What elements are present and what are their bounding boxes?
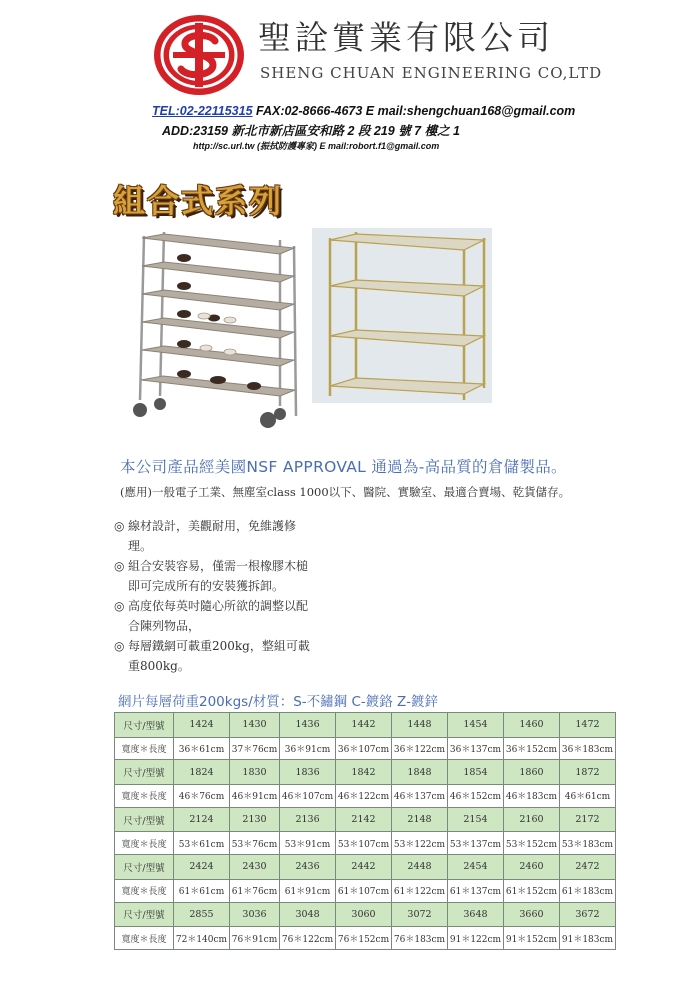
row-label-dimension: 寬度＊長度	[115, 832, 174, 855]
dimension-cell: 53＊183cm	[559, 832, 615, 855]
model-cell: 2430	[229, 855, 279, 880]
dimension-cell: 36＊137cm	[448, 737, 504, 760]
dimension-cell: 61＊107cm	[336, 879, 392, 902]
table-row-models	[115, 855, 616, 880]
model-cell: 1836	[280, 760, 336, 785]
table-row-dimensions	[115, 879, 616, 902]
model-cell: 2124	[174, 807, 230, 832]
model-cell: 1872	[559, 760, 615, 785]
contact-line-address: ADD:23159 新北市新店區安和路 2 段 219 號 7 樓之 1	[162, 124, 460, 138]
table-row-models	[115, 807, 616, 832]
model-cell: 3672	[559, 902, 615, 927]
feature-item: ◎ 線材設計，美觀耐用，免維護修理。	[114, 516, 314, 556]
spec-table	[114, 712, 616, 950]
model-cell: 2142	[336, 807, 392, 832]
phone-link[interactable]: TEL:02-22115315	[152, 104, 253, 118]
feature-item: ◎ 高度依每英吋隨心所欲的調整以配合陳列物品，	[114, 596, 314, 636]
model-cell: 1424	[174, 713, 230, 738]
dimension-cell: 46＊152cm	[448, 784, 504, 807]
row-label-dimension: 寬度＊長度	[115, 784, 174, 807]
model-cell: 1472	[559, 713, 615, 738]
model-cell: 2460	[503, 855, 559, 880]
dimension-cell: 61＊137cm	[448, 879, 504, 902]
dimension-cell: 46＊122cm	[336, 784, 392, 807]
feature-item: ◎ 組合安裝容易，僅需一根橡膠木槌即可完成所有的安裝獲拆卸。	[114, 556, 314, 596]
dimension-cell: 61＊91cm	[280, 879, 336, 902]
dimension-cell: 76＊152cm	[336, 927, 392, 950]
dimension-cell: 91＊183cm	[559, 927, 615, 950]
model-cell: 2436	[280, 855, 336, 880]
dimension-cell: 53＊61cm	[174, 832, 230, 855]
model-cell: 2855	[174, 902, 230, 927]
dimension-cell: 91＊152cm	[503, 927, 559, 950]
dimension-cell: 76＊183cm	[392, 927, 448, 950]
dimension-cell: 46＊183cm	[503, 784, 559, 807]
model-cell: 3048	[280, 902, 336, 927]
row-label-model: 尺寸/型號	[115, 902, 174, 927]
shelving-unit-photo	[312, 228, 492, 403]
company-name-english: SHENG CHUAN ENGINEERING CO,LTD	[260, 64, 603, 82]
dimension-cell: 53＊137cm	[448, 832, 504, 855]
row-label-model: 尺寸/型號	[115, 760, 174, 785]
model-cell: 1830	[229, 760, 279, 785]
contact-line-phone	[152, 104, 575, 118]
dimension-cell: 36＊122cm	[392, 737, 448, 760]
row-label-dimension: 寬度＊長度	[115, 737, 174, 760]
contact-line-website: http://sc.url.tw (振拭防護專家) E mail:robort.f1@gmail.com	[193, 141, 440, 151]
dimension-cell: 61＊152cm	[503, 879, 559, 902]
model-cell: 1442	[336, 713, 392, 738]
table-title: 網片每層荷重200kgs/材質：S-不鏽鋼 C-鍍鉻 Z-鍍鋅	[118, 694, 438, 710]
model-cell: 1430	[229, 713, 279, 738]
dimension-cell: 53＊107cm	[336, 832, 392, 855]
table-row-models	[115, 902, 616, 927]
dimension-cell: 61＊61cm	[174, 879, 230, 902]
dimension-cell: 37＊76cm	[229, 737, 279, 760]
table-row-dimensions	[115, 832, 616, 855]
model-cell: 1824	[174, 760, 230, 785]
feature-list	[114, 516, 314, 676]
table-row-models	[115, 713, 616, 738]
dimension-cell: 36＊152cm	[503, 737, 559, 760]
dimension-cell: 61＊76cm	[229, 879, 279, 902]
usage-text: (應用)一般電子工業、無塵室class 1000以下、醫院、實驗室、最適合賣場、乾貨儲存。	[120, 485, 571, 499]
model-cell: 2136	[280, 807, 336, 832]
model-cell: 1842	[336, 760, 392, 785]
dimension-cell: 46＊91cm	[229, 784, 279, 807]
model-cell: 1454	[448, 713, 504, 738]
model-cell: 3660	[503, 902, 559, 927]
fax-email-text: FAX:02-8666-4673 E mail:shengchuan168@gmail.com	[252, 104, 576, 118]
dimension-cell: 53＊152cm	[503, 832, 559, 855]
model-cell: 3060	[336, 902, 392, 927]
model-cell: 1854	[448, 760, 504, 785]
row-label-model: 尺寸/型號	[115, 855, 174, 880]
model-cell: 2130	[229, 807, 279, 832]
model-cell: 2442	[336, 855, 392, 880]
dimension-cell: 61＊122cm	[392, 879, 448, 902]
dimension-cell: 76＊122cm	[280, 927, 336, 950]
dimension-cell: 61＊183cm	[559, 879, 615, 902]
model-cell: 2472	[559, 855, 615, 880]
model-cell: 2154	[448, 807, 504, 832]
table-row-dimensions	[115, 927, 616, 950]
row-label-model: 尺寸/型號	[115, 713, 174, 738]
company-name-chinese: 聖詮實業有限公司	[258, 18, 554, 57]
table-row-dimensions	[115, 737, 616, 760]
model-cell: 1448	[392, 713, 448, 738]
model-cell: 2160	[503, 807, 559, 832]
model-cell: 3648	[448, 902, 504, 927]
dimension-cell: 46＊137cm	[392, 784, 448, 807]
row-label-dimension: 寬度＊長度	[115, 879, 174, 902]
dimension-cell: 91＊122cm	[448, 927, 504, 950]
nsf-approval-text: 本公司產品經美國NSF APPROVAL 通過為-高品質的倉儲製品。	[120, 458, 567, 476]
model-cell: 2454	[448, 855, 504, 880]
model-cell: 3072	[392, 902, 448, 927]
model-cell: 1860	[503, 760, 559, 785]
row-label-model: 尺寸/型號	[115, 807, 174, 832]
model-cell: 2424	[174, 855, 230, 880]
company-logo-icon	[153, 14, 245, 96]
model-cell: 2148	[392, 807, 448, 832]
dimension-cell: 53＊91cm	[280, 832, 336, 855]
model-cell: 1848	[392, 760, 448, 785]
dimension-cell: 36＊107cm	[336, 737, 392, 760]
dimension-cell: 36＊91cm	[280, 737, 336, 760]
table-row-dimensions	[115, 784, 616, 807]
dimension-cell: 46＊61cm	[559, 784, 615, 807]
table-row-models	[115, 760, 616, 785]
feature-item: ◎ 每層鐵網可載重200kg，整組可載重800kg。	[114, 636, 314, 676]
dimension-cell: 72＊140cm	[174, 927, 230, 950]
dimension-cell: 36＊183cm	[559, 737, 615, 760]
model-cell: 2172	[559, 807, 615, 832]
model-cell: 1460	[503, 713, 559, 738]
model-cell: 1436	[280, 713, 336, 738]
dimension-cell: 53＊122cm	[392, 832, 448, 855]
dimension-cell: 46＊107cm	[280, 784, 336, 807]
model-cell: 3036	[229, 902, 279, 927]
shelving-cart-photo	[122, 228, 307, 433]
dimension-cell: 53＊76cm	[229, 832, 279, 855]
dimension-cell: 36＊61cm	[174, 737, 230, 760]
model-cell: 2448	[392, 855, 448, 880]
dimension-cell: 76＊91cm	[229, 927, 279, 950]
dimension-cell: 46＊76cm	[174, 784, 230, 807]
series-title: 組合式系列	[113, 182, 284, 220]
row-label-dimension: 寬度＊長度	[115, 927, 174, 950]
